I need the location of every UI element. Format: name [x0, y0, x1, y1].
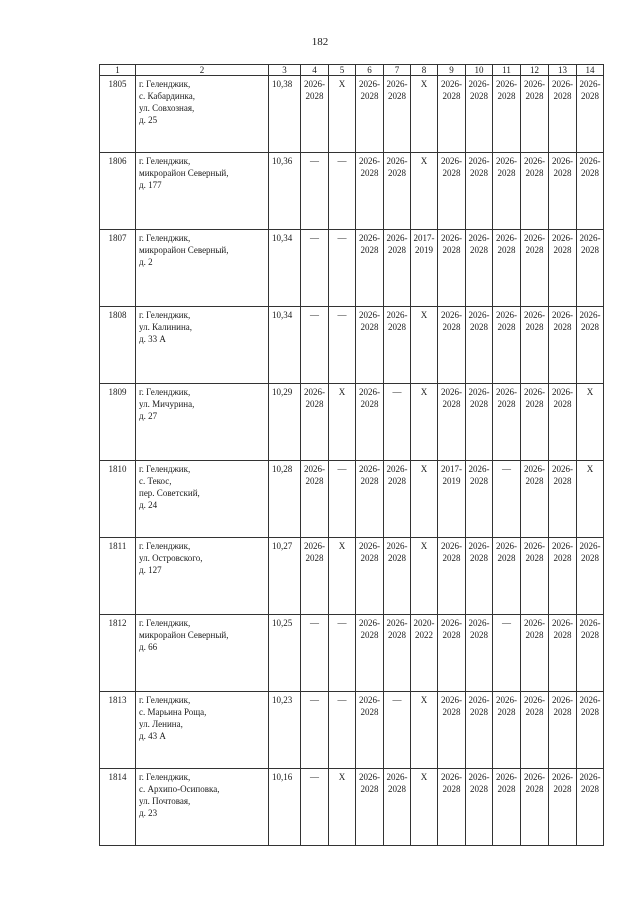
column-number: 5	[329, 65, 356, 76]
period-cell: X	[329, 384, 356, 461]
address-line: д. 66	[139, 642, 158, 652]
period-cell: X	[577, 461, 604, 538]
period-cell: 2026- 2028	[577, 307, 604, 384]
address-cell	[136, 615, 269, 692]
column-number: 1	[100, 65, 136, 76]
address-cell	[136, 692, 269, 769]
period-cell: 2026- 2028	[438, 230, 466, 307]
address-line: г. Геленджик,	[139, 541, 191, 551]
period-cell: 2026- 2028	[356, 461, 384, 538]
area-cell: 10,38	[269, 76, 301, 153]
period-cell: X	[577, 384, 604, 461]
period-cell: X	[411, 692, 438, 769]
column-number: 2	[136, 65, 269, 76]
period-cell: 2026- 2028	[384, 461, 411, 538]
period-cell: —	[329, 692, 356, 769]
period-cell: 2026- 2028	[549, 538, 577, 615]
period-cell: 2026- 2028	[549, 615, 577, 692]
period-cell: 2026- 2028	[577, 615, 604, 692]
row-number: 1813	[100, 692, 136, 769]
address-line: д. 2	[139, 257, 153, 267]
period-cell: —	[301, 769, 329, 846]
address-line: пер. Советский,	[139, 488, 200, 498]
table-row	[100, 76, 604, 153]
period-cell: —	[301, 230, 329, 307]
period-cell: 2026- 2028	[384, 307, 411, 384]
address-line: г. Геленджик,	[139, 387, 191, 397]
column-number: 14	[577, 65, 604, 76]
table-row	[100, 615, 604, 692]
period-cell: 2026- 2028	[384, 76, 411, 153]
period-cell: 2026- 2028	[549, 769, 577, 846]
period-cell: 2026- 2028	[438, 538, 466, 615]
row-number: 1807	[100, 230, 136, 307]
period-cell: 2026- 2028	[356, 538, 384, 615]
period-cell: 2026- 2028	[466, 769, 493, 846]
address-line: ул. Совхозная,	[139, 103, 195, 113]
column-number: 10	[466, 65, 493, 76]
column-number: 9	[438, 65, 466, 76]
period-cell: 2026- 2028	[549, 384, 577, 461]
period-cell: X	[411, 538, 438, 615]
period-cell: —	[384, 384, 411, 461]
period-cell: 2026- 2028	[549, 153, 577, 230]
row-number: 1809	[100, 384, 136, 461]
period-cell: 2026- 2028	[493, 153, 521, 230]
area-cell: 10,34	[269, 230, 301, 307]
address-line: микрорайон Северный,	[139, 630, 229, 640]
period-cell: 2026- 2028	[466, 538, 493, 615]
page-number: 182	[311, 36, 329, 48]
period-cell: 2026- 2028	[356, 307, 384, 384]
period-cell: 2026- 2028	[493, 76, 521, 153]
period-cell: 2026- 2028	[493, 384, 521, 461]
area-cell: 10,29	[269, 384, 301, 461]
period-cell: 2026- 2028	[493, 692, 521, 769]
period-cell: X	[329, 538, 356, 615]
period-cell: 2026- 2028	[384, 538, 411, 615]
address-line: д. 25	[139, 115, 158, 125]
period-cell: —	[329, 230, 356, 307]
address-line: ул. Ленина,	[139, 719, 183, 729]
address-cell	[136, 769, 269, 846]
address-line: д. 24	[139, 500, 158, 510]
table-row	[100, 538, 604, 615]
period-cell: 2026- 2028	[356, 76, 384, 153]
address-line: г. Геленджик,	[139, 464, 191, 474]
period-cell: 2026- 2028	[493, 307, 521, 384]
period-cell: —	[384, 692, 411, 769]
address-line: д. 127	[139, 565, 162, 575]
period-cell: —	[301, 692, 329, 769]
column-number-row	[100, 65, 604, 76]
period-cell: 2026- 2028	[577, 76, 604, 153]
address-line: д. 33 А	[139, 334, 166, 344]
period-cell: 2026- 2028	[438, 307, 466, 384]
period-cell: 2026- 2028	[438, 615, 466, 692]
period-cell: 2026- 2028	[384, 230, 411, 307]
period-cell: 2026- 2028	[521, 230, 549, 307]
period-cell: 2026- 2028	[549, 230, 577, 307]
period-cell: 2026- 2028	[356, 615, 384, 692]
table-row	[100, 230, 604, 307]
period-cell: 2026- 2028	[466, 76, 493, 153]
address-line: д. 27	[139, 411, 158, 421]
period-cell: —	[301, 615, 329, 692]
column-number: 11	[493, 65, 521, 76]
row-number: 1806	[100, 153, 136, 230]
period-cell: 2026- 2028	[301, 461, 329, 538]
period-cell: 2026- 2028	[493, 769, 521, 846]
area-cell: 10,28	[269, 461, 301, 538]
period-cell: —	[329, 307, 356, 384]
column-number: 13	[549, 65, 577, 76]
period-cell: 2026- 2028	[356, 769, 384, 846]
period-cell: 2026- 2028	[577, 230, 604, 307]
period-cell: 2026- 2028	[577, 692, 604, 769]
period-cell: X	[411, 769, 438, 846]
address-cell	[136, 230, 269, 307]
period-cell: 2017- 2019	[438, 461, 466, 538]
area-cell: 10,25	[269, 615, 301, 692]
address-line: г. Геленджик,	[139, 156, 191, 166]
address-line: г. Геленджик,	[139, 772, 191, 782]
address-cell	[136, 538, 269, 615]
period-cell: —	[329, 153, 356, 230]
period-cell: 2017- 2019	[411, 230, 438, 307]
period-cell: 2026- 2028	[466, 230, 493, 307]
period-cell: 2026- 2028	[356, 384, 384, 461]
address-line: ул. Почтовая,	[139, 796, 191, 806]
address-cell	[136, 76, 269, 153]
table-row	[100, 384, 604, 461]
table-row	[100, 692, 604, 769]
table-body	[100, 76, 604, 846]
period-cell: 2026- 2028	[438, 692, 466, 769]
period-cell: X	[411, 153, 438, 230]
address-line: г. Геленджик,	[139, 695, 191, 705]
period-cell: 2026- 2028	[521, 769, 549, 846]
period-cell: 2026- 2028	[466, 307, 493, 384]
period-cell: 2026- 2028	[577, 153, 604, 230]
address-line: с. Архипо-Осиповка,	[139, 784, 220, 794]
period-cell: 2026- 2028	[493, 538, 521, 615]
address-line: с. Кабардинка,	[139, 91, 196, 101]
period-cell: 2026- 2028	[356, 692, 384, 769]
period-cell: —	[493, 461, 521, 538]
address-line: д. 23	[139, 808, 158, 818]
period-cell: 2026- 2028	[384, 615, 411, 692]
address-cell	[136, 384, 269, 461]
area-cell: 10,27	[269, 538, 301, 615]
period-cell: 2026- 2028	[356, 153, 384, 230]
period-cell: 2026- 2028	[301, 384, 329, 461]
period-cell: 2026- 2028	[549, 76, 577, 153]
period-cell: 2026- 2028	[466, 692, 493, 769]
period-cell: 2026- 2028	[466, 153, 493, 230]
period-cell: 2026- 2028	[549, 461, 577, 538]
row-number: 1808	[100, 307, 136, 384]
period-cell: 2026- 2028	[577, 538, 604, 615]
address-line: с. Текос,	[139, 476, 172, 486]
table-row	[100, 153, 604, 230]
address-line: г. Геленджик,	[139, 79, 191, 89]
period-cell: 2026- 2028	[493, 230, 521, 307]
table-row	[100, 307, 604, 384]
row-number: 1814	[100, 769, 136, 846]
period-cell: —	[329, 615, 356, 692]
period-cell: X	[329, 769, 356, 846]
address-line: г. Геленджик,	[139, 233, 191, 243]
address-cell	[136, 461, 269, 538]
column-number: 8	[411, 65, 438, 76]
period-cell: 2026- 2028	[301, 538, 329, 615]
period-cell: 2026- 2028	[466, 615, 493, 692]
row-number: 1805	[100, 76, 136, 153]
address-line: микрорайон Северный,	[139, 245, 229, 255]
period-cell: 2026- 2028	[521, 153, 549, 230]
period-cell: 2026- 2028	[549, 307, 577, 384]
period-cell: 2026- 2028	[521, 384, 549, 461]
area-cell: 10,34	[269, 307, 301, 384]
period-cell: 2026- 2028	[466, 461, 493, 538]
area-cell: 10,36	[269, 153, 301, 230]
period-cell: 2026- 2028	[438, 76, 466, 153]
row-number: 1812	[100, 615, 136, 692]
period-cell: X	[329, 76, 356, 153]
period-cell: 2026- 2028	[521, 76, 549, 153]
address-cell	[136, 307, 269, 384]
period-cell: X	[411, 76, 438, 153]
area-cell: 10,23	[269, 692, 301, 769]
period-cell: 2026- 2028	[521, 307, 549, 384]
period-cell: —	[301, 307, 329, 384]
column-number: 7	[384, 65, 411, 76]
row-number: 1810	[100, 461, 136, 538]
period-cell: X	[411, 384, 438, 461]
period-cell: 2026- 2028	[384, 153, 411, 230]
period-cell: 2026- 2028	[384, 769, 411, 846]
address-line: с. Марьина Роща,	[139, 707, 207, 717]
period-cell: —	[301, 153, 329, 230]
address-line: г. Геленджик,	[139, 310, 191, 320]
period-cell: 2026- 2028	[301, 76, 329, 153]
address-line: микрорайон Северный,	[139, 168, 229, 178]
period-cell: 2026- 2028	[549, 692, 577, 769]
address-line: ул. Островского,	[139, 553, 203, 563]
period-cell: 2020- 2022	[411, 615, 438, 692]
column-number: 6	[356, 65, 384, 76]
period-cell: 2026- 2028	[521, 538, 549, 615]
period-cell: X	[411, 307, 438, 384]
period-cell: 2026- 2028	[521, 461, 549, 538]
address-cell	[136, 153, 269, 230]
address-line: д. 177	[139, 180, 162, 190]
address-line: д. 43 А	[139, 731, 166, 741]
period-cell: X	[411, 461, 438, 538]
column-number: 12	[521, 65, 549, 76]
period-cell: 2026- 2028	[577, 769, 604, 846]
area-cell: 10,16	[269, 769, 301, 846]
period-cell: —	[493, 615, 521, 692]
period-cell: 2026- 2028	[466, 384, 493, 461]
period-cell: 2026- 2028	[521, 692, 549, 769]
address-line: ул. Калинина,	[139, 322, 193, 332]
table-row	[100, 461, 604, 538]
address-line: г. Геленджик,	[139, 618, 191, 628]
column-number: 3	[269, 65, 301, 76]
period-cell: 2026- 2028	[438, 153, 466, 230]
period-cell: 2026- 2028	[521, 615, 549, 692]
column-number: 4	[301, 65, 329, 76]
period-cell: 2026- 2028	[356, 230, 384, 307]
address-line: ул. Мичурина,	[139, 399, 195, 409]
period-cell: 2026- 2028	[438, 769, 466, 846]
register-table	[99, 64, 604, 846]
row-number: 1811	[100, 538, 136, 615]
period-cell: —	[329, 461, 356, 538]
period-cell: 2026- 2028	[438, 384, 466, 461]
table-row	[100, 769, 604, 846]
